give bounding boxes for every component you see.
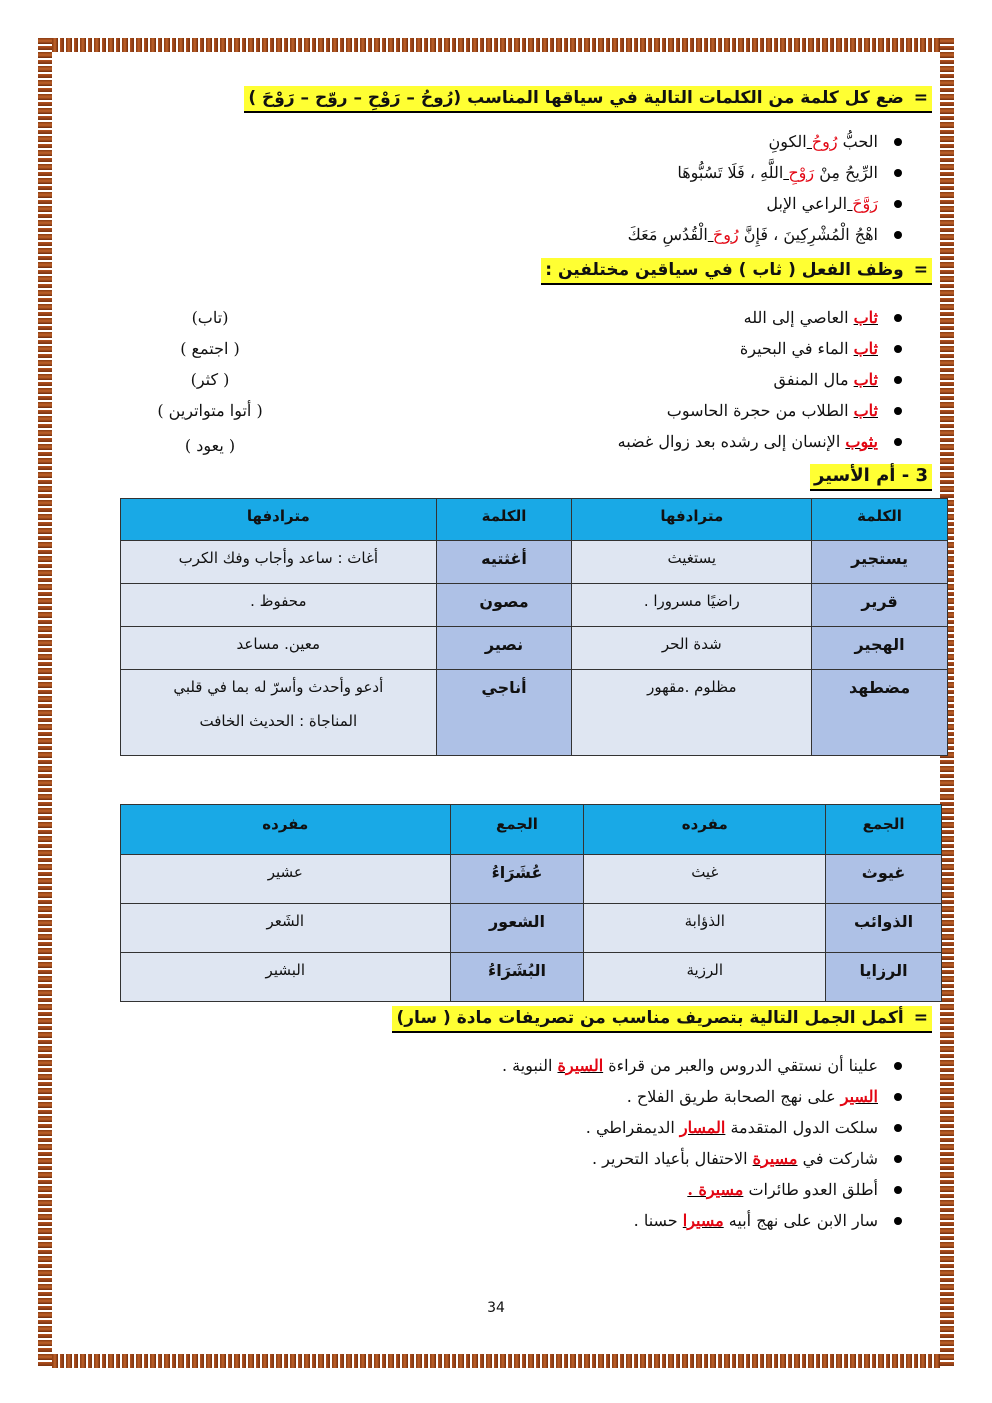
list-complete-sentences [502,1050,902,1236]
column-header: الجمع [826,805,942,855]
list-item: الرِّيحُ مِنْ رَوْحِ اللَّهِ ، فَلَا تَسُبُّوهَا [628,157,902,188]
bullet-icon [894,1217,902,1225]
list-item: ثاب مال المنفق [618,364,902,395]
column-header: مترادفها [572,499,812,541]
bullet-icon [894,314,902,322]
answer-word: السير [840,1087,878,1106]
column-header: مترادفها [121,499,437,541]
table-row: مضطهد مظلوم .مقهور أناجي أدعو وأحدث وأسرّ له بما في قلبي المناجاة : الحديث الخافت [121,670,948,756]
top-border [38,38,954,52]
heading-text: ضع كل كلمة من الكلمات التالية في سياقها المناسب (رُوحُ – رَوْحِ – روّح – رَوْحَ ) [248,88,904,108]
list-item: السير على نهج الصحابة طريق الفلاح . [502,1081,902,1112]
bottom-border [38,1354,954,1368]
answer-word: رَوَّحَ [847,194,878,213]
table-header-row [121,499,948,541]
answer-word: مسيرا [682,1211,724,1230]
verb-word: ثاب [853,308,878,327]
bullet-icon [894,407,902,415]
bullet-icon [894,1186,902,1194]
table-row: الهجير شدة الحر نصير معين. مساعد [121,627,948,670]
bullet-icon [894,231,902,239]
verb-meaning: ( أتوا متواترين ) [157,401,263,420]
plurals-table [120,804,942,1002]
bullet-icon [894,169,902,177]
column-header: الكلمة [436,499,572,541]
synonyms-table [120,498,948,756]
page-number: 34 [487,1300,505,1316]
verb-meaning: ( يعود ) [184,436,236,455]
heading-complete-sentences [392,1006,932,1033]
column-header: الجمع [450,805,584,855]
list-item: رَوَّحَ الراعي الإبل [628,188,902,219]
list-item: ثاب الماء في البحيرة [618,333,902,364]
table-row: الذوائب الذؤابة الشعور الشَعر [121,904,942,953]
bullet-icon [894,1093,902,1101]
answer-word: المسار [679,1118,726,1137]
list-item: علينا أن نستقي الدروس والعبر من قراءة السيرة النبوية . [502,1050,902,1081]
answer-word: رُوحَ [707,225,739,244]
bullet-icon [894,138,902,146]
verb-word: ثاب [853,370,878,389]
table-row: غيوث غيث عُشَرَاءُ عشير [121,855,942,904]
table-row: الرزايا الرزية البُشَرَاءُ البشير [121,953,942,1002]
verb-word: ثاب [853,401,878,420]
list-item: ثاب العاصي إلى الله [618,302,902,333]
table-header-row [121,805,942,855]
table-row: يستجير يستغيث أغثتيه أغاث : ساعد وأجاب وفك الكرب [121,541,948,584]
heading-text: أكمل الجمل التالية بتصريف مناسب من تصريفات مادة ( سار) [396,1008,904,1028]
list-item: يثوب الإنسان إلى رشده بعد زوال غضبه [618,426,902,457]
verb-meaning: ( اجتمع ) [180,339,240,358]
verb-word: يثوب [845,432,878,451]
verb-meaning: (تاب) [191,308,229,327]
bullet-icon [894,438,902,446]
heading-text: وظف الفعل ( ثاب ) في سياقين مختلفين : [545,260,904,280]
list-item: شاركت في مسيرة الاحتفال بأعياد التحرير . [502,1143,902,1174]
left-border [38,38,52,1368]
column-header: الكلمة [812,499,948,541]
list-place-words [628,126,902,250]
list-item: اهْجُ الْمُشْرِكِينَ ، فَإِنَّ رُوحَ الْقُدُسِ مَعَكَ [628,219,902,250]
bullet-icon [894,1124,902,1132]
list-item: سلكت الدول المتقدمة المسار الديمقراطي . [502,1112,902,1143]
answer-word: رُوحُ [806,132,838,151]
equals-mark: = [913,1008,928,1028]
document-page [60,60,932,1350]
verb-meaning: ( كثر) [190,370,230,389]
bullet-icon [894,376,902,384]
answer-word: السيرة [557,1056,604,1075]
equals-mark: = [913,88,928,108]
list-verb-sentences [618,302,902,457]
column-header: مفرده [584,805,826,855]
bullet-icon [894,1062,902,1070]
bullet-icon [894,1155,902,1163]
bullet-icon [894,200,902,208]
heading-um-alaseer [810,464,932,491]
table-row: قرير راضيًا مسرورا . مصون محفوظ . [121,584,948,627]
verb-word: ثاب [853,339,878,358]
column-header: مفرده [121,805,451,855]
heading-text: 3 - أم الأسير [814,465,928,486]
equals-mark: = [913,260,928,280]
answer-word: رَوْحِ [783,163,815,182]
list-item: ثاب الطلاب من حجرة الحاسوب [618,395,902,426]
answer-word: مسيرة [752,1149,798,1168]
list-item: الحبُّ رُوحُ الكونِ [628,126,902,157]
heading-employ-verb [541,258,932,285]
list-item: سار الابن على نهج أبيه مسيرا حسنا . [502,1205,902,1236]
list-item: أطلق العدو طائرات مسيرة . [502,1174,902,1205]
bullet-icon [894,345,902,353]
heading-place-words [244,86,932,113]
answer-word: مسيرة . [687,1180,744,1199]
